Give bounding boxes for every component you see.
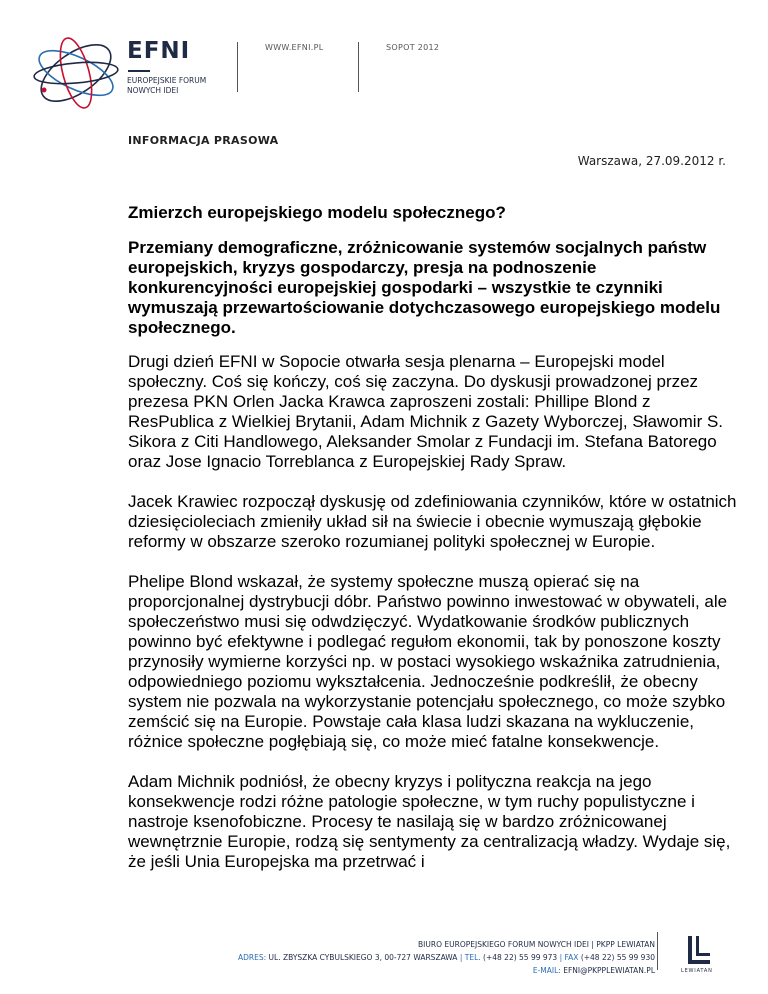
- paragraph: Adam Michnik podniósł, że obecny kryzys i polityczna reakcja na jego konsekwencje rodzi różne patologie społeczne, w tym ruchy populistyczne i nastroje ksenofobiczne. Procesy te nasilają się w bardzo zróżnicowanej wewnętrznie Europie, rodzą się sentymenty za centralizacją władzy. Wydaje się, że jeśli Unia Europejska ma przetrwać i: [128, 772, 731, 871]
- brand-subtitle: [127, 76, 206, 96]
- paragraph: Phelipe Blond wskazał, że systemy społeczne muszą opierać się na proporcjonalnej dystrybucji dóbr. Państwo powinno inwestować w obywateli, ale społeczeństwo musi się odwdzięczyć. Wydatkowanie środków publicznych powinno być efektywne i podlegać regułom ekonomii, tak by ponoszone koszty przynosiły wymierne korzyści np. w postaci wysokiego wskaźnika zatrudnienia, odpowiedniego poziomu wykształcenia. Jednocześnie podkreślił, że obecny system nie pozwala na wykorzystanie potencjału społecznego, co może szybko zemścić się na Europie. Powstaje cała klasa ludzi skazana na wykluczenie, różnice społeczne pogłębiają się, co może mieć fatalne konsekwencje.: [128, 572, 728, 751]
- efni-logo-icon: [28, 30, 124, 116]
- press-release-label: INFORMACJA PRASOWA: [128, 134, 279, 147]
- paragraph: Jacek Krawiec rozpoczął dyskusję od zdefiniowania czynników, które w ostatnich dziesięcioleciach zmieniły układ sił na świecie i obecnie wymuszają głębokie reformy w obszarze szeroko rozumianej polityki społecznej w Europie.: [128, 492, 737, 551]
- lewiatan-logo-icon: [684, 934, 714, 966]
- footer-email: [533, 966, 655, 975]
- paragraph: Drugi dzień EFNI w Sopocie otwarła sesja plenarna – Europejski model społeczny. Coś się kończy, coś się zaczyna. Do dyskusji prowadzonej przez prezesa PKN Orlen Jacka Krawca zaproszeni zostali: Phillipe Blond z ResPublica z Wielkiej Brytanii, Adam Michnik z Gazety Wyborczej, Sławomir S. Sikora z Citi Handlowego, Aleksander Smolar z Fundacji im. Stefana Batorego oraz Jose Ignacio Torreblanca z Europejskiej Rady Spraw.: [128, 352, 724, 471]
- brand-subtitle-line2: NOWYCH IDEI: [127, 86, 179, 95]
- website-link[interactable]: WWW.EFNI.PL: [265, 43, 324, 52]
- separator: |: [459, 953, 463, 962]
- brand-subtitle-line1: EUROPEJSKIE FORUM: [127, 76, 207, 85]
- brand-name: EFNI: [127, 38, 191, 64]
- document-title: Zmierzch europejskiego modelu społecznego?: [128, 203, 506, 222]
- document-date: Warszawa, 27.09.2012 r.: [577, 154, 726, 168]
- header-divider: [237, 42, 238, 92]
- tel-label: TEL.: [464, 953, 481, 962]
- document-lead: Przemiany demograficzne, zróżnicowanie systemów socjalnych państw europejskich, kryzys gospodarczy, presja na podnoszenie konkurencyjności europejskiej gospodarki – wszystkie te czynniki wymuszają przewartościowanie dotychczasowego europejskiego modelu społecznego.: [128, 238, 721, 337]
- separator: |: [559, 953, 563, 962]
- address: UL. ZBYSZKA CYBULSKIEGO 3, 00-727 WARSZAWA: [268, 953, 458, 962]
- email-link[interactable]: EFNI@PKPPLEWIATAN.PL: [563, 966, 655, 975]
- footer-contact: [238, 953, 655, 962]
- address-label: ADRES:: [237, 953, 267, 962]
- document-body: [128, 352, 740, 892]
- event-label: SOPOT 2012: [386, 43, 440, 52]
- tel: (+48 22) 55 99 973: [483, 953, 558, 962]
- brand-rule: [128, 70, 150, 72]
- fax: (+48 22) 55 99 930: [580, 953, 655, 962]
- footer-org: BIURO EUROPEJSKIEGO FORUM NOWYCH IDEI | PKPP LEWIATAN: [418, 940, 655, 949]
- fax-label: FAX: [564, 953, 579, 962]
- email-label: E-MAIL:: [532, 966, 561, 975]
- lewiatan-logo-text: LEWIATAN: [681, 968, 713, 974]
- footer-divider: [657, 932, 658, 970]
- header-divider: [358, 42, 359, 92]
